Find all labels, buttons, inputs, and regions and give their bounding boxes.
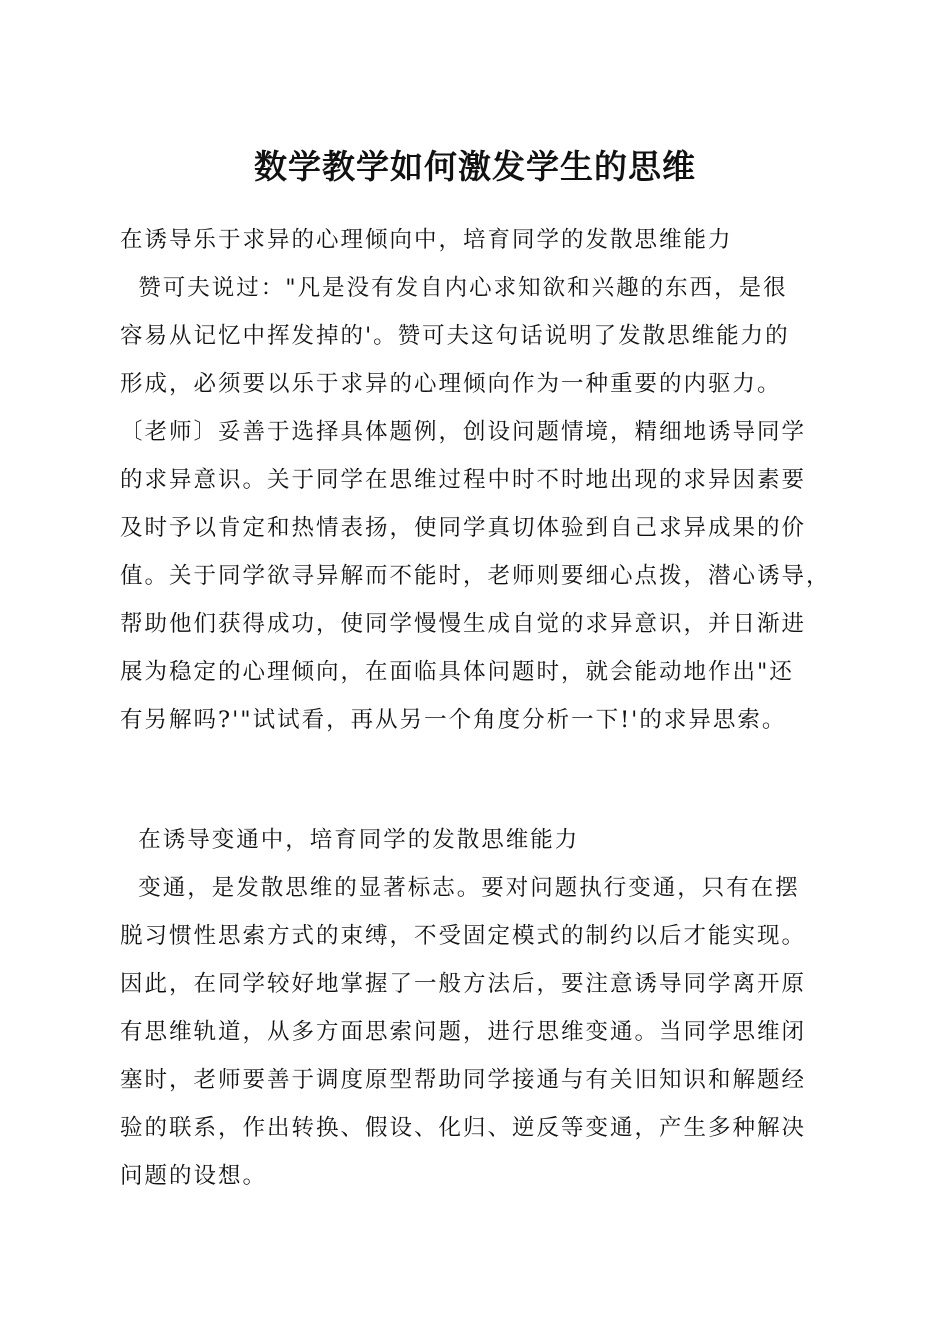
document-title: 数学教学如何激发学生的思维 [254, 147, 696, 186]
paragraph-line: 问题的设想。 [120, 1163, 268, 1189]
paragraph-line: 有思维轨道，从多方面思索问题，进行思维变通。当同学思维闭 [120, 1019, 807, 1045]
paragraph-line: 〔老师〕妥善于选择具体题例，创设问题情境，精细地诱导同学 [120, 419, 807, 445]
paragraph-line: 验的联系，作出转换、假设、化归、逆反等变通，产生多种解决 [120, 1115, 807, 1141]
paragraph-line: 展为稳定的心理倾向，在面临具体问题时，就会能动地作出"还 [120, 659, 794, 685]
section-1 [120, 216, 850, 744]
paragraph-line: 容易从记忆中挥发掉的'。赞可夫这句话说明了发散思维能力的 [120, 323, 790, 349]
paragraph-line: 在诱导乐于求异的心理倾向中，培育同学的发散思维能力 [120, 227, 733, 253]
paragraph-line: 及时予以肯定和热情表扬，使同学真切体验到自己求异成果的价 [120, 515, 807, 541]
paragraph-line: 有另解吗?'"试试看，再从另一个角度分析一下!'的求异思索。 [120, 707, 787, 733]
paragraph-line: 因此，在同学较好地掌握了一般方法后，要注意诱导同学离开原 [120, 971, 807, 997]
paragraph-line: 塞时，老师要善于调度原型帮助同学接通与有关旧知识和解题经 [120, 1067, 807, 1093]
paragraph-line: 的求异意识。关于同学在思维过程中时不时地出现的求异因素要 [120, 467, 807, 493]
paragraph-line: 值。关于同学欲寻异解而不能时，老师则要细心点拨，潜心诱导， [120, 563, 831, 589]
paragraph-line: 赞可夫说过："凡是没有发自内心求知欲和兴趣的东西，是很 [120, 275, 788, 301]
section-heading: 在诱导变通中，培育同学的发散思维能力 [120, 827, 580, 853]
section-2 [120, 816, 850, 1200]
paragraph-line: 帮助他们获得成功，使同学慢慢生成自觉的求异意识，并日渐进 [120, 611, 807, 637]
paragraph-line: 脱习惯性思索方式的束缚，不受固定模式的制约以后才能实现。 [120, 923, 807, 949]
paragraph-line: 变通，是发散思维的显著标志。要对问题执行变通，只有在摆 [120, 875, 800, 901]
paragraph-line: 形成，必须要以乐于求异的心理倾向作为一种重要的内驱力。 [120, 371, 782, 397]
